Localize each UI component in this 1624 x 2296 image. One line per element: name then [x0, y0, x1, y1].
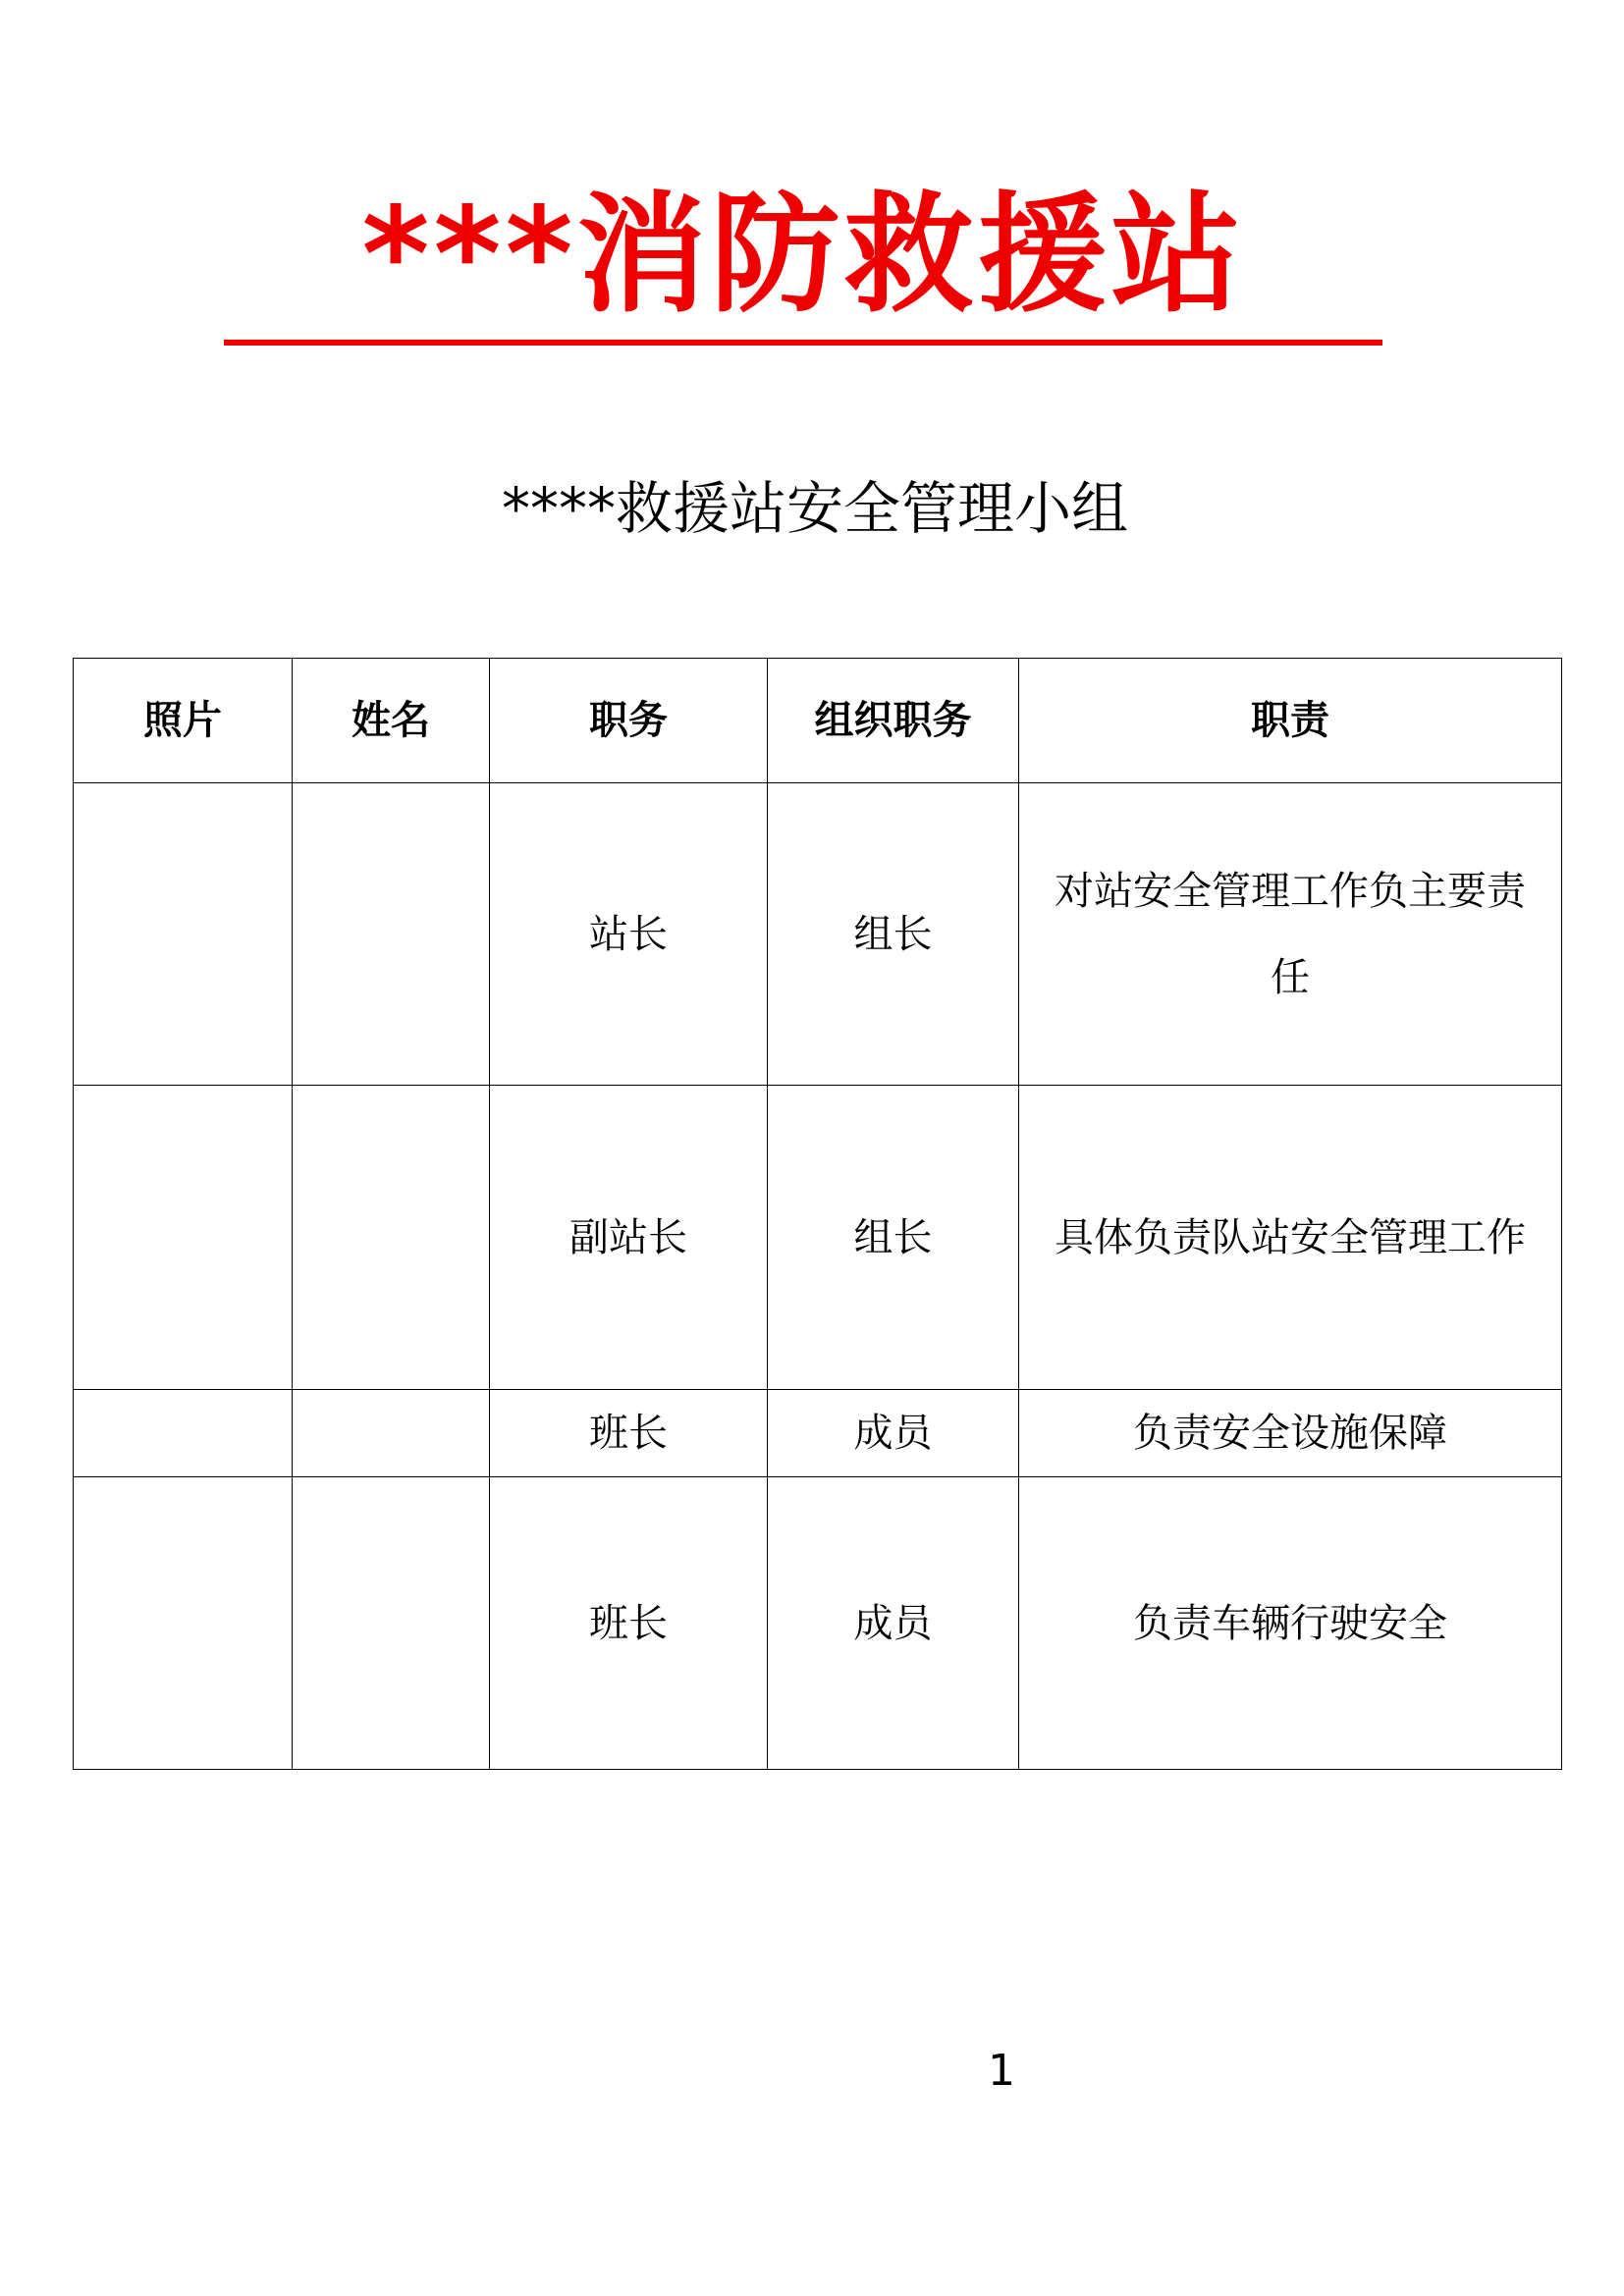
org-role-cell: 组长 — [768, 783, 1019, 1086]
photo-cell — [74, 1086, 293, 1390]
photo-cell — [74, 1477, 293, 1770]
table-header-row — [74, 659, 1562, 783]
position-cell: 副站长 — [490, 1086, 768, 1390]
name-cell — [293, 783, 490, 1086]
name-cell — [293, 1390, 490, 1477]
photo-cell — [74, 783, 293, 1086]
org-role-cell: 成员 — [768, 1477, 1019, 1770]
title-underline — [224, 340, 1382, 346]
position-cell: 班长 — [490, 1390, 768, 1477]
table-row — [74, 1390, 1562, 1477]
duty-cell: 具体负责队站安全管理工作 — [1019, 1086, 1562, 1390]
safety-group-table — [73, 658, 1562, 1770]
position-cell: 站长 — [490, 783, 768, 1086]
photo-cell — [74, 1390, 293, 1477]
name-cell — [293, 1477, 490, 1770]
duty-cell: 负责安全设施保障 — [1019, 1390, 1562, 1477]
org-title: ***消防救援站 — [361, 180, 1245, 331]
column-header-name: 姓名 — [293, 659, 490, 783]
name-cell — [293, 1086, 490, 1390]
column-header-org-role: 组织职务 — [768, 659, 1019, 783]
position-cell: 班长 — [490, 1477, 768, 1770]
column-header-duty: 职责 — [1019, 659, 1562, 783]
duty-cell: 对站安全管理工作负主要责任 — [1019, 783, 1562, 1086]
table-row — [74, 1477, 1562, 1770]
org-role-cell: 成员 — [768, 1390, 1019, 1477]
document-title: ****救援站安全管理小组 — [501, 475, 1128, 542]
duty-cell: 负责车辆行驶安全 — [1019, 1477, 1562, 1770]
org-role-cell: 组长 — [768, 1086, 1019, 1390]
column-header-photo: 照片 — [74, 659, 293, 783]
table-row — [74, 783, 1562, 1086]
column-header-position: 职务 — [490, 659, 768, 783]
table-row — [74, 1086, 1562, 1390]
page-number: 1 — [988, 2046, 1015, 2096]
